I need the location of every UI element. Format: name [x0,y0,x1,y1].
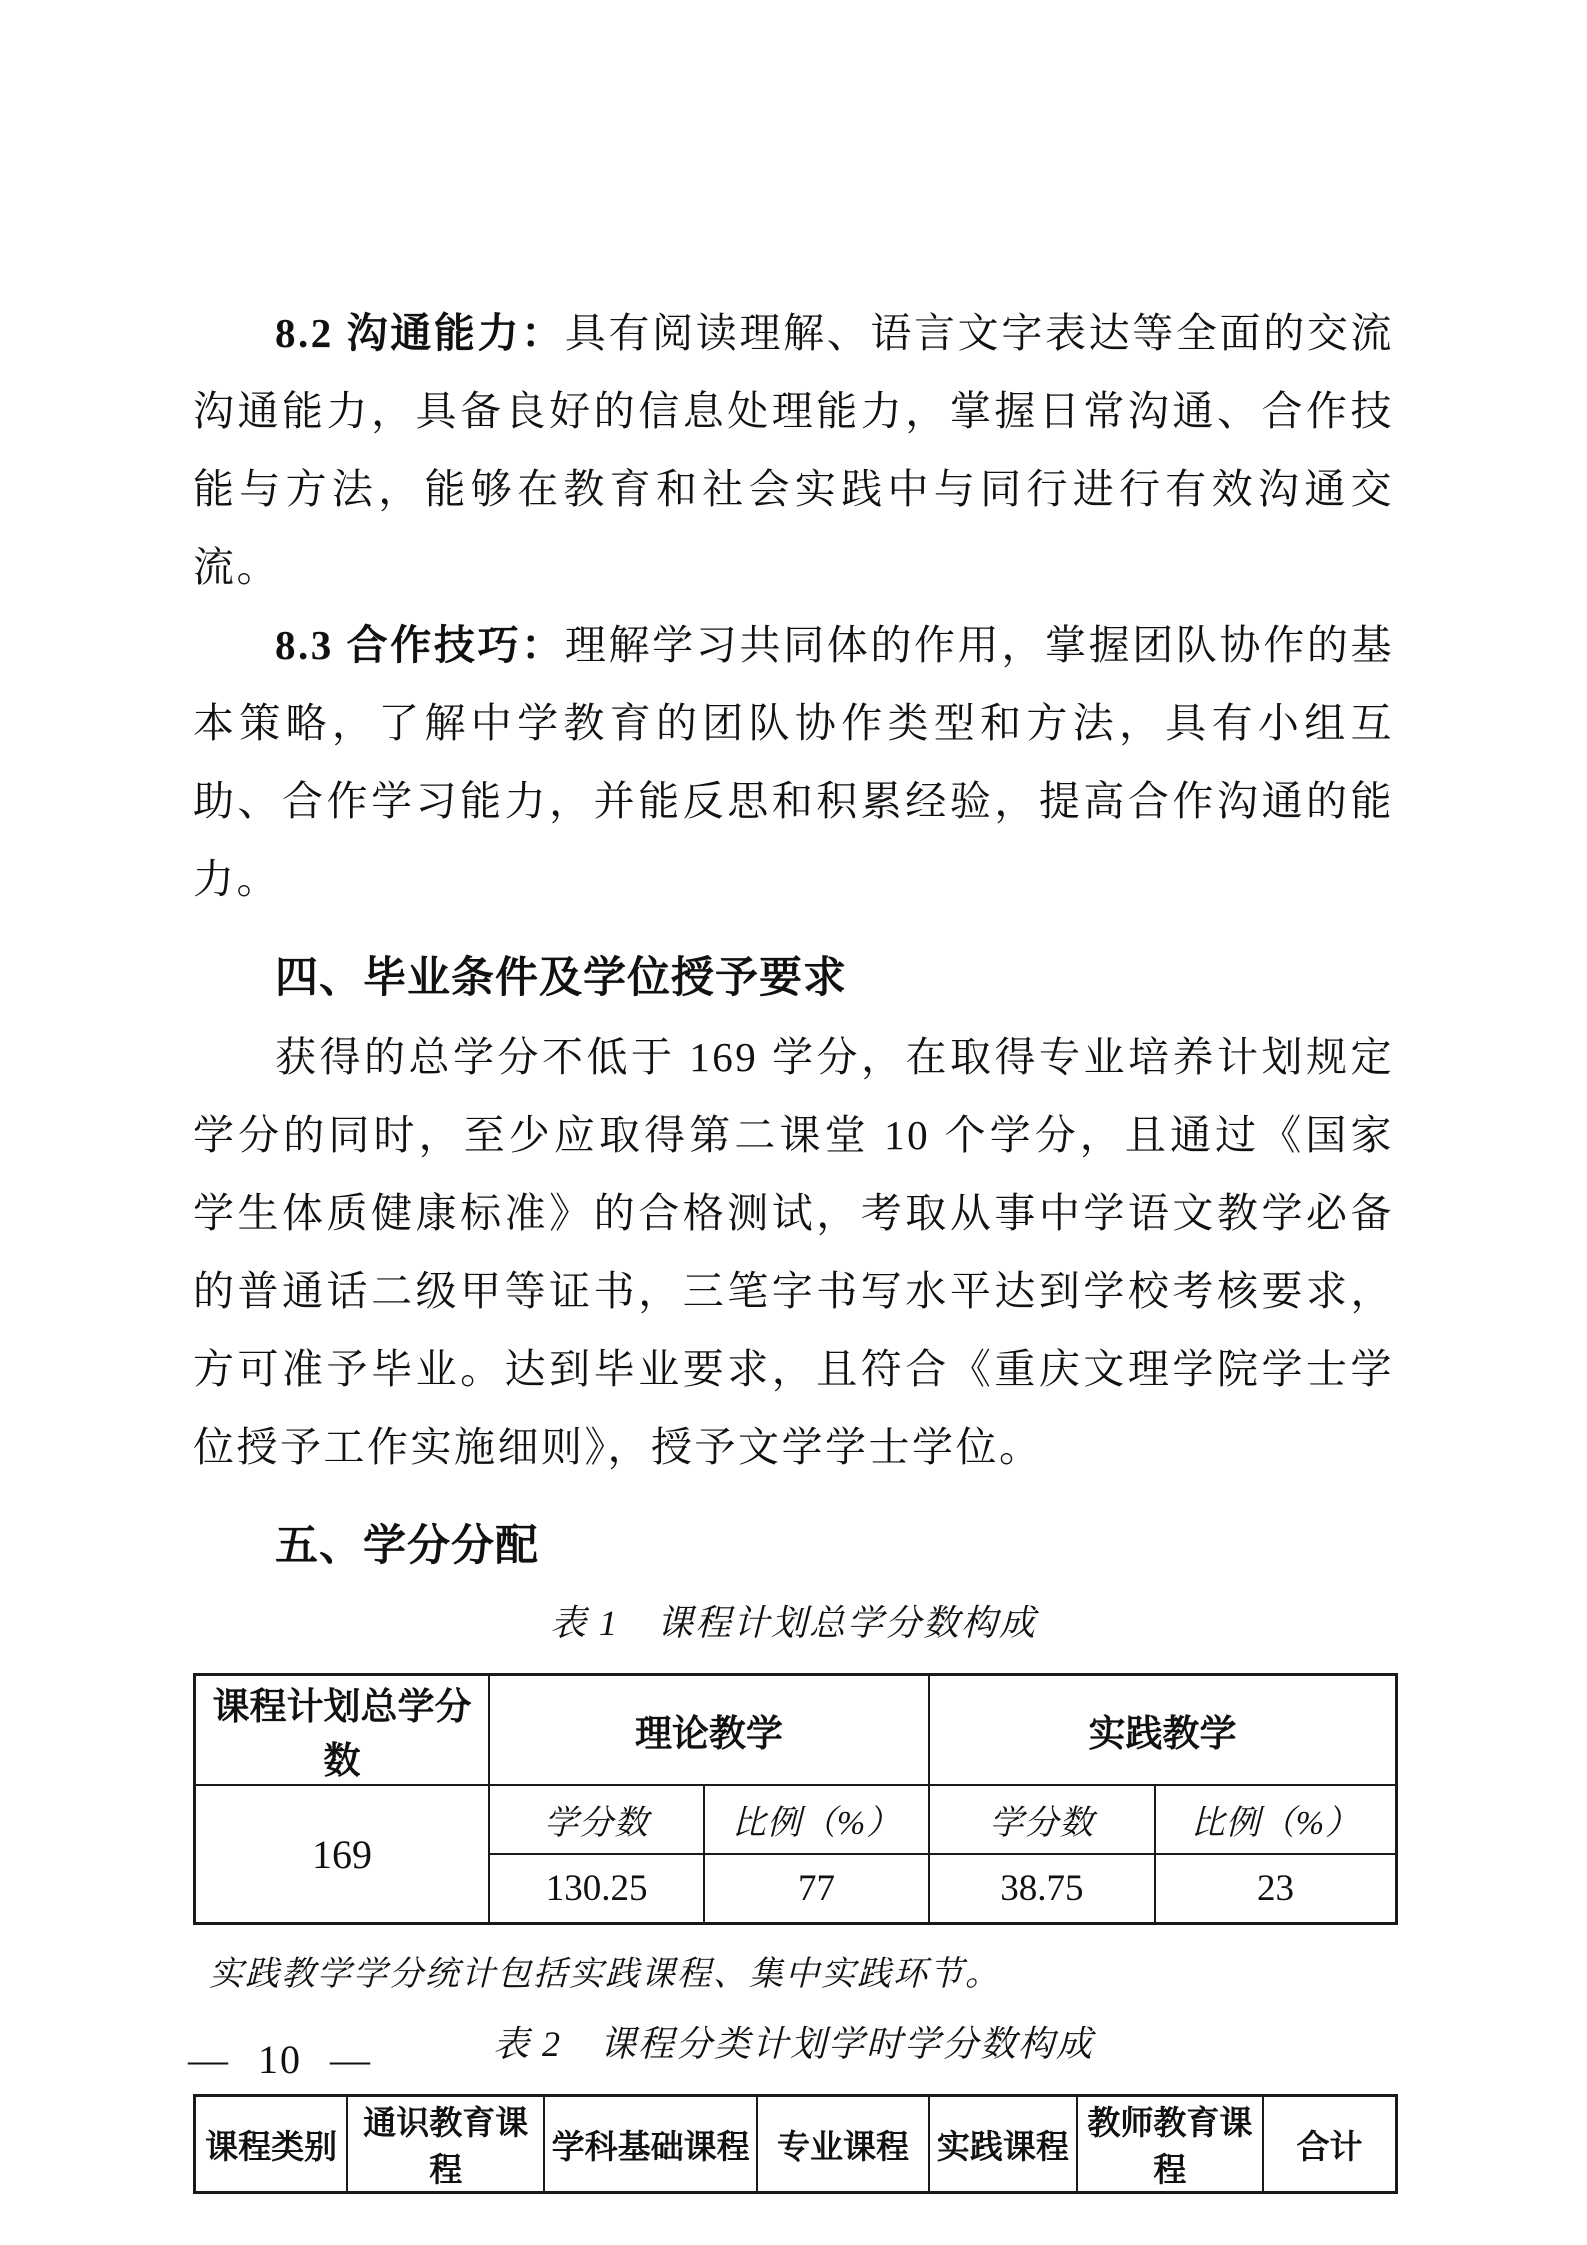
table1-subheader-ratio-practice: 比例（%） [1155,1785,1397,1854]
table1-total-credits [193,1673,1398,1925]
table2-header-general-education: 通识教育课程 [347,2096,544,2193]
table2-header-major-courses: 专业课程 [757,2096,929,2193]
table1-header-theory: 理论教学 [489,1675,929,1786]
section-heading-graduation: 四、毕业条件及学位授予要求 [275,954,847,1002]
paragraph-8-2 [193,294,1394,606]
section-heading-credit-allocation: 五、学分分配 [275,1522,539,1570]
clause-8-2-text: 具有阅读理解、语言文字表达等全面的交流沟通能力，具备良好的信息处理能力，掌握日常沟通、合作技能与方法，能够在教育和社会实践中与同行进行有效沟通交流。 [193,310,1394,590]
table1-value-theory-credits: 130.25 [489,1854,704,1924]
table1-value-theory-ratio: 77 [704,1854,929,1924]
paragraph-graduation: 获得的总学分不低于 169 学分，在取得专业培养计划规定学分的同时，至少应取得第二课堂 10 个学分，且通过《国家学生体质健康标准》的合格测试，考取从事中学语文教学必备的普通话二级甲等证书，三笔字书写水平达到学校考核要求，方可准予毕业。达到毕业要求，且符合《重庆文理学院学士学位授予工作实施细则》，授予文学学士学位。 [193,1034,1394,1470]
table1-subheader-ratio-theory: 比例（%） [704,1785,929,1854]
table-row [195,2096,1397,2193]
table1-subheader-credits-practice: 学分数 [929,1785,1155,1854]
table2-header-total: 合计 [1263,2096,1396,2193]
table1-note: 实践教学学分统计包括实践课程、集中实践环节。 [209,1956,1001,1993]
paragraph-8-3 [193,606,1394,918]
page-number: — 10 — [188,2037,372,2082]
table2-caption: 表 2 课程分类计划学时学分数构成 [492,2024,1094,2064]
clause-8-3-label: 8.3 合作技巧： [275,622,565,668]
table-row [195,1785,1397,1854]
table1-header-total: 课程计划总学分数 [195,1675,489,1786]
table2-header-teacher-education: 教师教育课程 [1077,2096,1263,2193]
clause-8-3-text: 理解学习共同体的作用，掌握团队协作的基本策略，了解中学教育的团队协作类型和方法，具有小组互助、合作学习能力，并能反思和积累经验，提高合作沟通的能力。 [193,622,1394,902]
table-row [195,1675,1397,1786]
table2-course-categories [193,2094,1398,2194]
table1-total-value: 169 [195,1785,489,1924]
table1-header-practice: 实践教学 [929,1675,1397,1786]
table1-caption: 表 1 课程计划总学分数构成 [549,1603,1037,1643]
table2-header-practice-courses: 实践课程 [929,2096,1077,2193]
table1-value-practice-credits: 38.75 [929,1854,1155,1924]
table2-header-subject-foundation: 学科基础课程 [544,2096,757,2193]
table1-subheader-credits-theory: 学分数 [489,1785,704,1854]
table2-header-category: 课程类别 [195,2096,348,2193]
clause-8-2-label: 8.2 沟通能力： [275,310,565,356]
table1-value-practice-ratio: 23 [1155,1854,1397,1924]
